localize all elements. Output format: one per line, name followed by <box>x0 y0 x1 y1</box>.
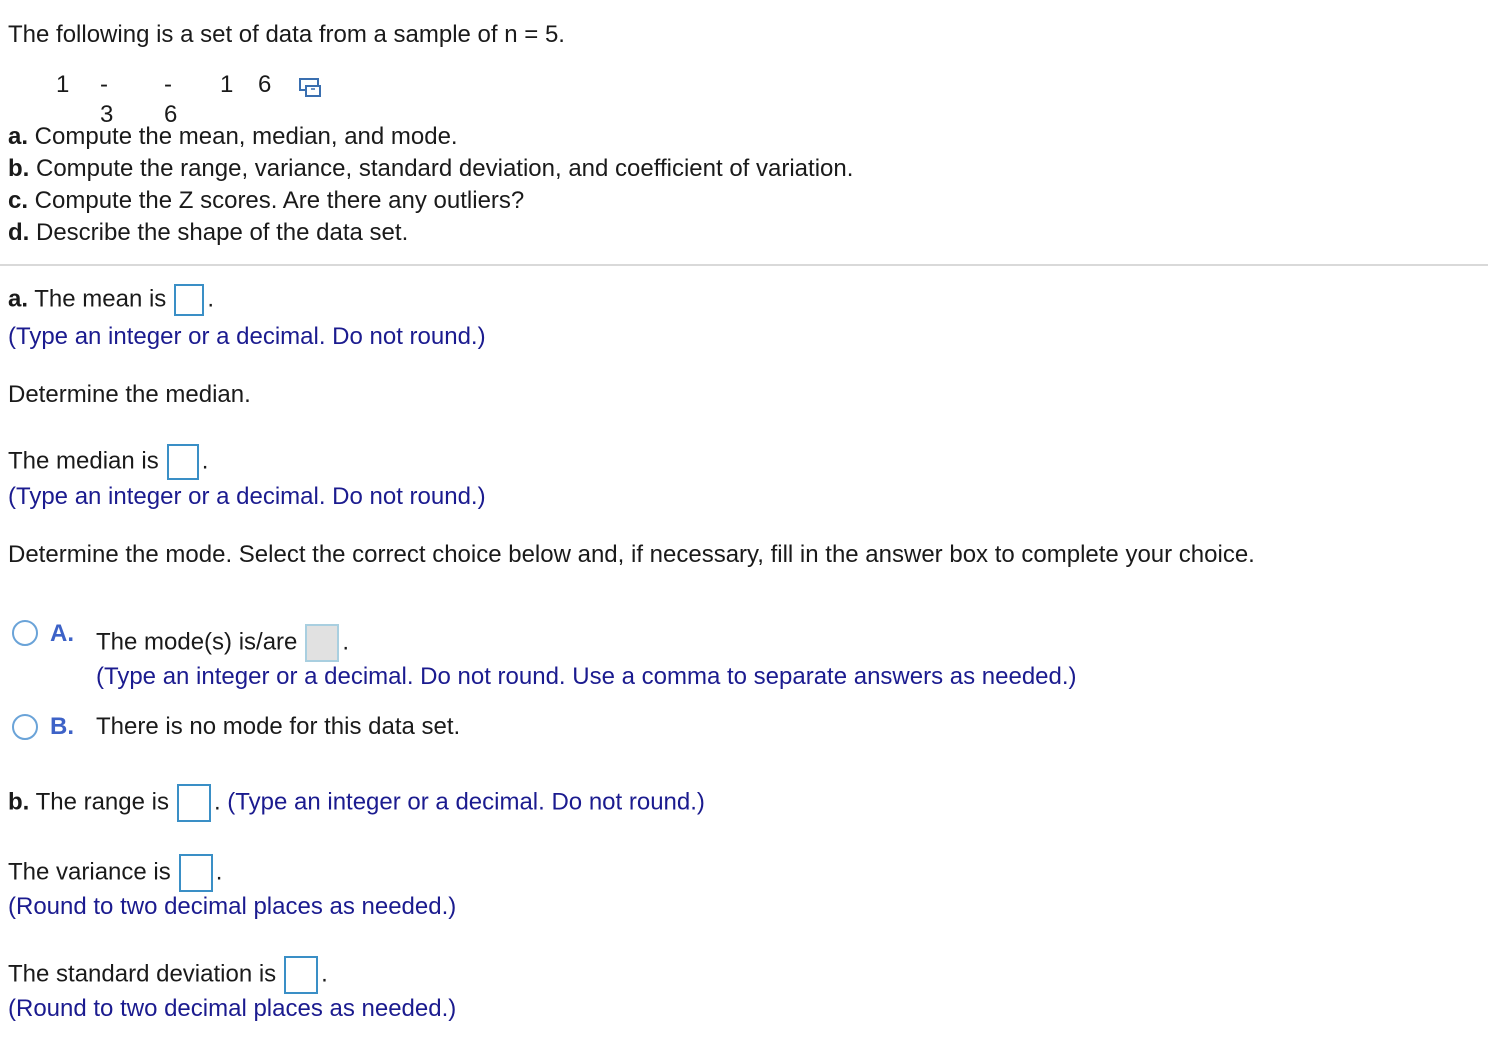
data-value: 1 <box>56 71 70 98</box>
range-input[interactable] <box>177 784 211 822</box>
std-dev-hint: (Round to two decimal places as needed.) <box>8 995 457 1022</box>
std-dev-input[interactable] <box>284 956 318 994</box>
choice-a-line: The mode(s) is/are . <box>96 624 349 662</box>
mean-hint: (Type an integer or a decimal. Do not round.) <box>8 323 486 350</box>
choice-a-letter: A. <box>50 620 74 647</box>
variance-input[interactable] <box>179 854 213 892</box>
range-hint: (Type an integer or a decimal. Do not round.) <box>220 788 705 816</box>
data-value: - 3 <box>100 71 114 128</box>
median-prompt: Determine the median. <box>8 381 251 408</box>
mean-line: a. The mean is . <box>8 284 214 316</box>
choice-a-hint: (Type an integer or a decimal. Do not round. Use a comma to separate answers as needed.) <box>96 663 1077 690</box>
mean-input[interactable] <box>174 284 204 316</box>
median-line: The median is . <box>8 444 208 480</box>
variance-hint: (Round to two decimal places as needed.) <box>8 893 457 920</box>
copy-data-icon[interactable] <box>298 77 324 99</box>
data-value: 1 <box>220 71 234 98</box>
mode-input[interactable] <box>305 624 339 662</box>
median-hint: (Type an integer or a decimal. Do not round.) <box>8 483 486 510</box>
section-divider <box>0 264 1488 266</box>
part-b-text: b. Compute the range, variance, standard deviation, and coefficient of variation. <box>8 155 854 182</box>
choice-b-text: There is no mode for this data set. <box>96 713 461 740</box>
data-value: 6 <box>258 71 272 98</box>
range-line: b. The range is . (Type an integer or a decimal. Do not round.) <box>8 784 705 822</box>
data-value: - 6 <box>164 71 178 128</box>
part-a-text: a. Compute the mean, median, and mode. <box>8 123 458 150</box>
choice-b-radio[interactable] <box>12 714 38 740</box>
mode-prompt: Determine the mode. Select the correct choice below and, if necessary, fill in the answer box to complete your choice. <box>8 541 1255 568</box>
median-input[interactable] <box>167 444 199 480</box>
choice-b-letter: B. <box>50 713 74 740</box>
part-d-text: d. Describe the shape of the data set. <box>8 219 409 246</box>
choice-a-radio[interactable] <box>12 620 38 646</box>
variance-line: The variance is . <box>8 854 222 892</box>
std-dev-line: The standard deviation is . <box>8 956 328 994</box>
problem-intro: The following is a set of data from a sample of n = 5. <box>8 21 565 48</box>
part-c-text: c. Compute the Z scores. Are there any outliers? <box>8 187 525 214</box>
